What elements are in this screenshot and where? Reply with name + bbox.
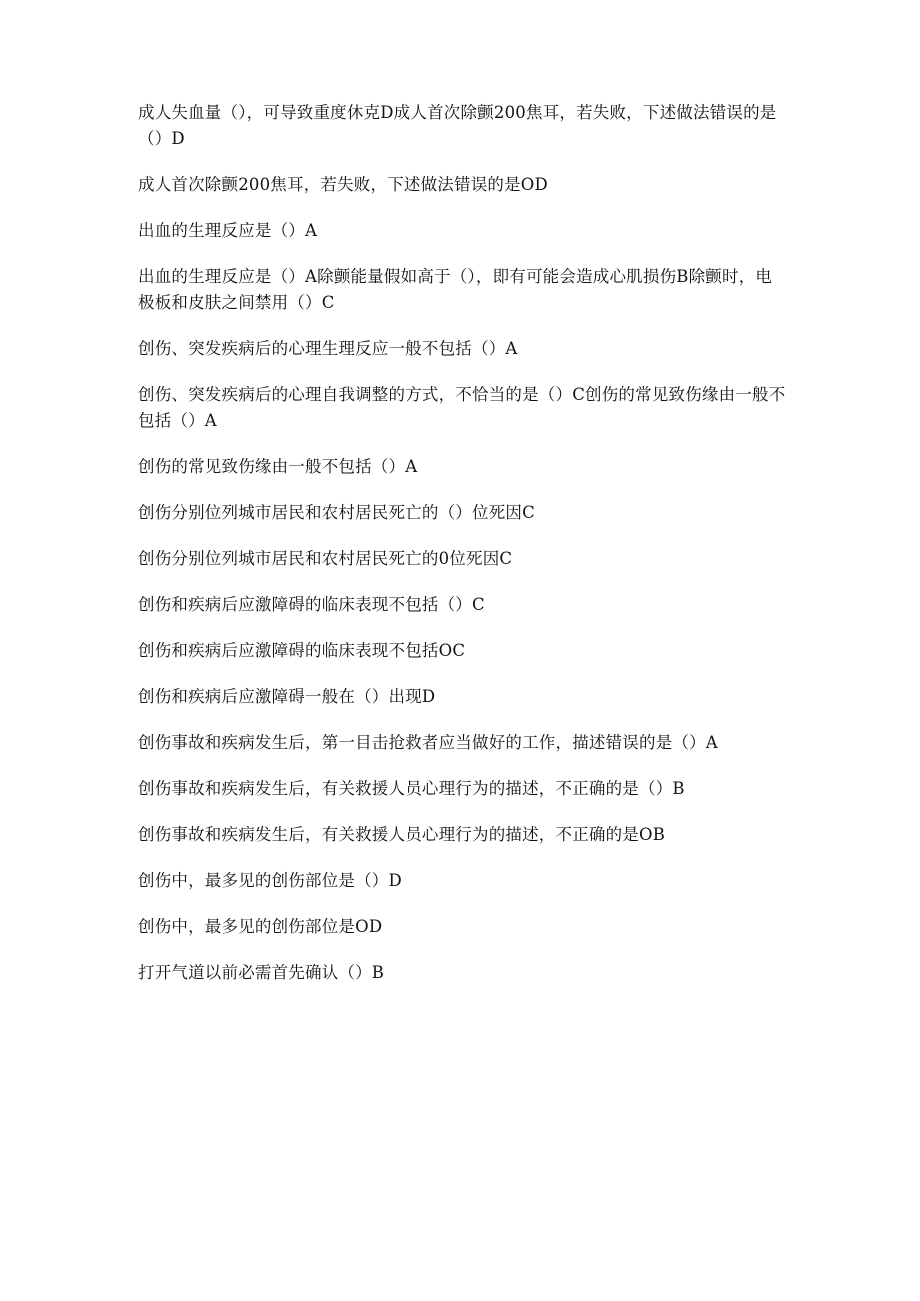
question-line-15: 创伤事故和疾病发生后，有关救援人员心理行为的描述，不正确的是OB: [138, 825, 666, 844]
question-line-14: 创伤事故和疾病发生后，有关救援人员心理行为的描述，不正确的是（）B: [138, 779, 685, 798]
question-line-17: 创伤中，最多见的创伤部位是OD: [138, 917, 383, 936]
question-line-6: 创伤、突发疾病后的心理自我调整的方式，不恰当的是（）C创伤的常见致伤缘由一般不包括（）A: [138, 385, 786, 430]
question-line-12: 创伤和疾病后应激障碍一般在（）出现D: [138, 687, 436, 706]
question-line-7: 创伤的常见致伤缘由一般不包括（）A: [138, 457, 418, 476]
question-line-1: 成人失血量（），可导致重度休克D成人首次除颤200焦耳，若失败，下述做法错误的是（）D: [138, 103, 777, 148]
question-line-3: 出血的生理反应是（）A: [138, 221, 318, 240]
question-line-4: 出血的生理反应是（）A除颤能量假如高于（），即有可能会造成心肌损伤B除颤时，电极板和皮肤之间禁用（）C: [138, 267, 773, 312]
question-line-9: 创伤分别位列城市居民和农村居民死亡的0位死因C: [138, 549, 513, 568]
question-line-5: 创伤、突发疾病后的心理生理反应一般不包括（）A: [138, 339, 518, 358]
question-line-18: 打开气道以前必需首先确认（）B: [138, 963, 385, 982]
question-line-16: 创伤中，最多见的创伤部位是（）D: [138, 871, 402, 890]
question-line-8: 创伤分别位列城市居民和农村居民死亡的（）位死因C: [138, 503, 535, 522]
question-list: [138, 100, 788, 1006]
question-line-10: 创伤和疾病后应激障碍的临床表现不包括（）C: [138, 595, 485, 614]
question-line-11: 创伤和疾病后应激障碍的临床表现不包括OC: [138, 641, 466, 660]
question-line-2: 成人首次除颤200焦耳，若失败，下述做法错误的是OD: [138, 175, 548, 194]
question-line-13: 创伤事故和疾病发生后，第一目击抢救者应当做好的工作，描述错误的是（）A: [138, 733, 718, 752]
